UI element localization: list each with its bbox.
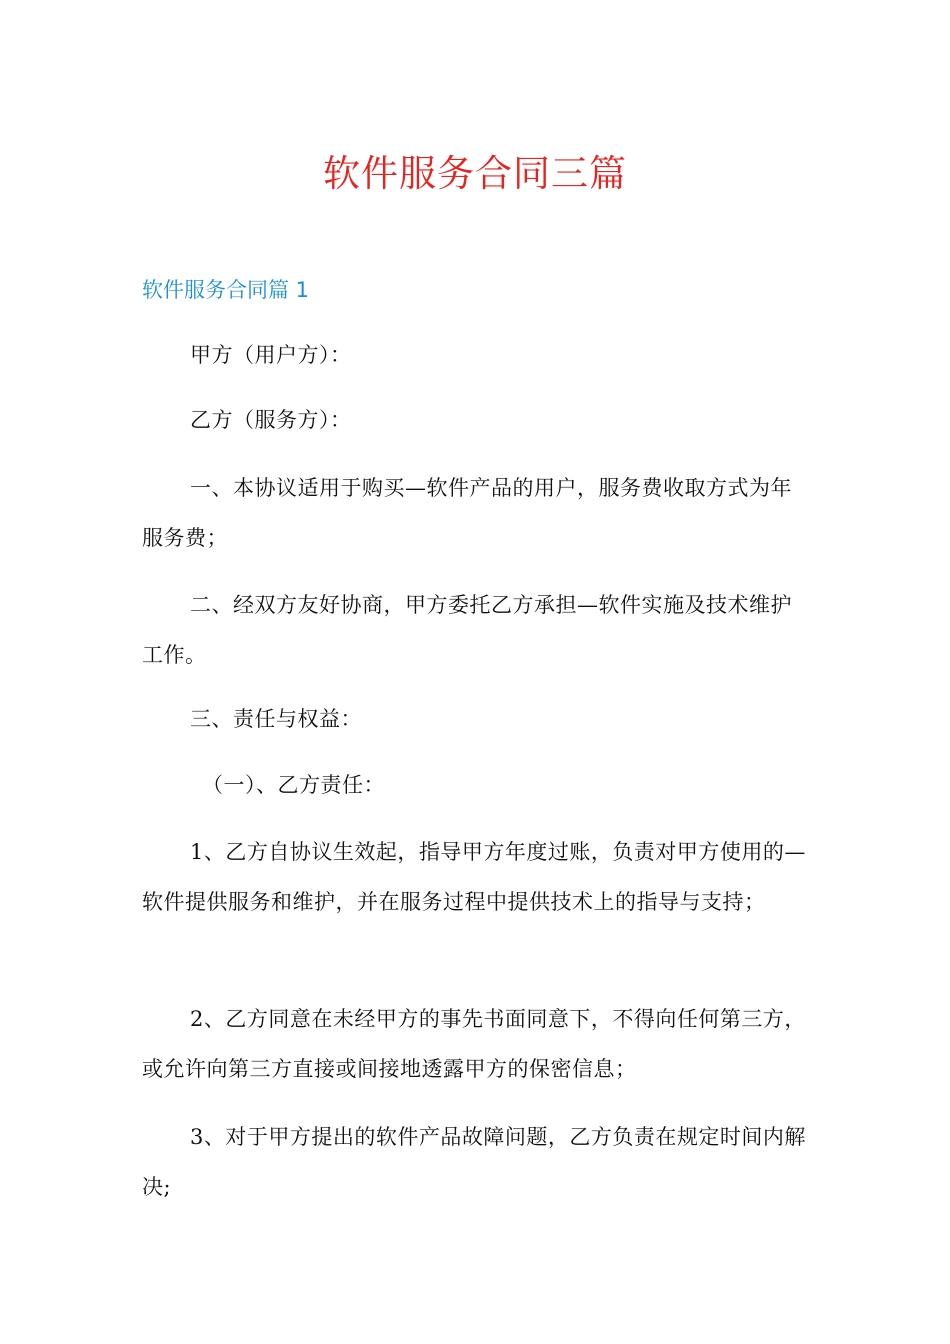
clause-1: 一、本协议适用于购买—软件产品的用户，服务费收取方式为年服务费； [142, 476, 792, 550]
party-b-line: 乙方（服务方）： [190, 408, 352, 432]
subclause-heading: （一）、乙方责任： [202, 773, 385, 797]
item-2: 2、乙方同意在未经甲方的事先书面同意下，不得向任何第三方，或允许向第三方直接或间接地透露甲方的保密信息； [142, 1007, 806, 1081]
party-a-line: 甲方（用户方）： [190, 343, 352, 367]
clause-3-heading: 三、责任与权益： [190, 707, 362, 731]
item-3: 3、对于甲方提出的软件产品故障问题，乙方负责在规定时间内解决; [142, 1125, 806, 1199]
document-title: 软件服务合同三篇 [323, 152, 627, 195]
item-1: 1、乙方自协议生效起，指导甲方年度过账，负责对甲方使用的—软件提供服务和维护，并在服务过程中提供技术上的指导与支持； [142, 840, 806, 914]
section-heading: 软件服务合同篇 1 [142, 278, 310, 302]
clause-2: 二、经双方友好协商，甲方委托乙方承担—软件实施及技术维护工作。 [142, 593, 792, 667]
